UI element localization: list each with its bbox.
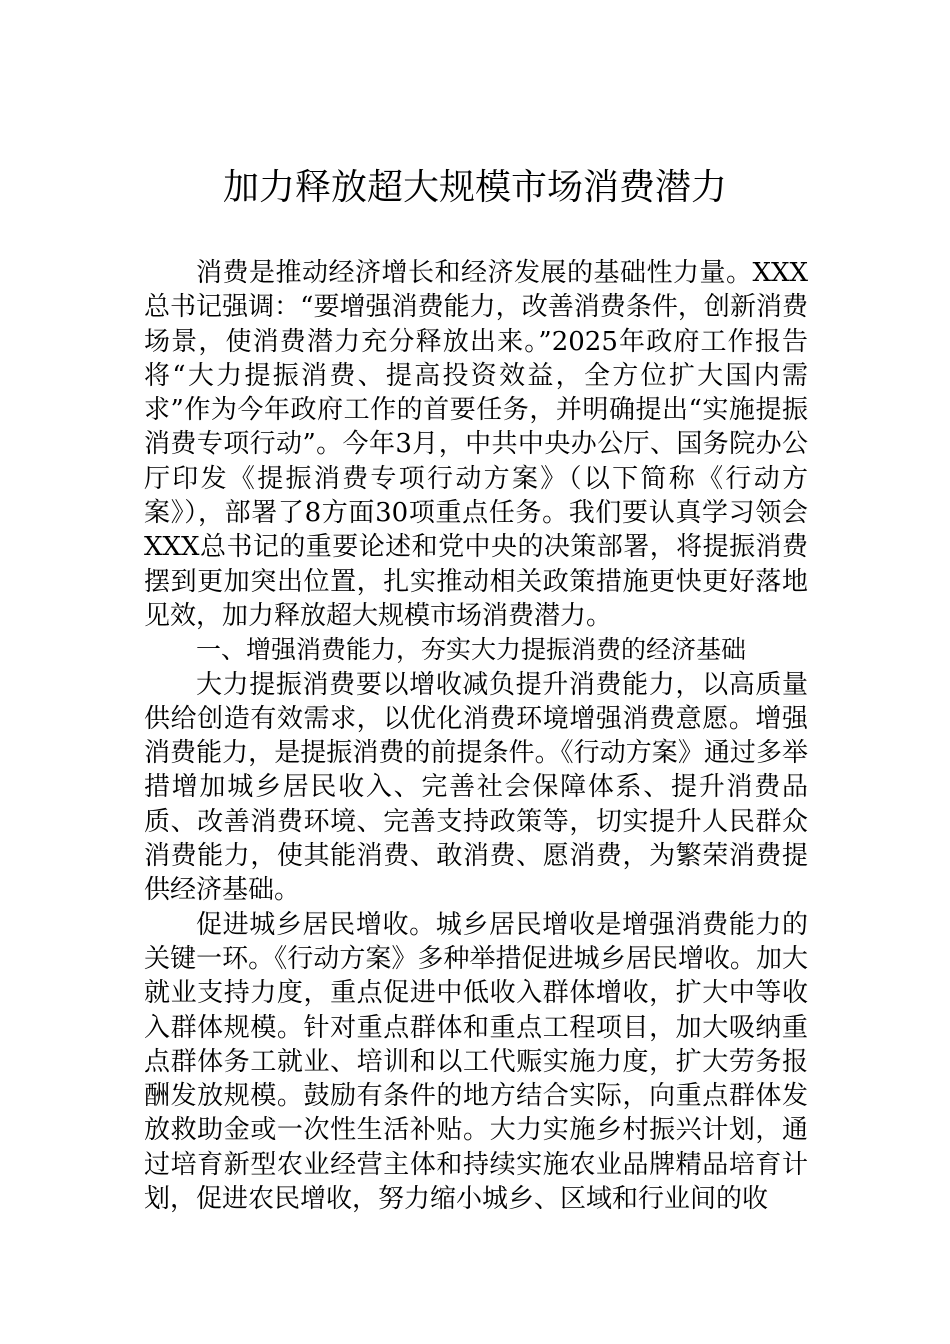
document-title: 加力释放超大规模市场消费潜力 xyxy=(222,167,727,208)
document-body xyxy=(144,256,808,1216)
paragraph-income-growth: 促进城乡居民增收。城乡居民增收是增强消费能力的关键一环。《行动方案》多种举措促进城乡居民增收。加大就业支持力度，重点促进中低收入群体增收，扩大中等收入群体规模。针对重点群体和重点工程项目，加大吸纳重点群体务工就业、培训和以工代赈实施力度，扩大劳务报酬发放规模。鼓励有条件的地方结合实际，向重点群体发放救助金或一次性生活补贴。大力实施乡村振兴计划，通过培育新型农业经营主体和持续实施农业品牌精品培育计划，促进农民增收，努力缩小城乡、区域和行业间的收 xyxy=(144,909,808,1215)
paragraph-intro: 消费是推动经济增长和经济发展的基础性力量。XXX总书记强调：“要增强消费能力，改善消费条件，创新消费场景，使消费潜力充分释放出来。”2025年政府工作报告将“大力提振消费、提高投资效益，全方位扩大国内需求”作为今年政府工作的首要任务，并明确提出“实施提振消费专项行动”。今年3月，中共中央办公厅、国务院办公厅印发《提振消费专项行动方案》（以下简称《行动方案》），部署了8方面30项重点任务。我们要认真学习领会XXX总书记的重要论述和党中央的决策部署，将提振消费摆到更加突出位置，扎实推动相关政策措施更快更好落地见效，加力释放超大规模市场消费潜力。 xyxy=(144,258,808,631)
section-heading-1: 一、增强消费能力，夯实大力提振消费的经济基础 xyxy=(196,635,747,665)
paragraph-consumption-capacity: 大力提振消费要以增收减负提升消费能力，以高质量供给创造有效需求，以优化消费环境增强消费意愿。增强消费能力，是提振消费的前提条件。《行动方案》通过多举措增加城乡居民收入、完善社会保障体系、提升消费品质、改善消费环境、完善支持政策等，切实提升人民群众消费能力，使其能消费、敢消费、愿消费，为繁荣消费提供经济基础。 xyxy=(144,669,808,906)
